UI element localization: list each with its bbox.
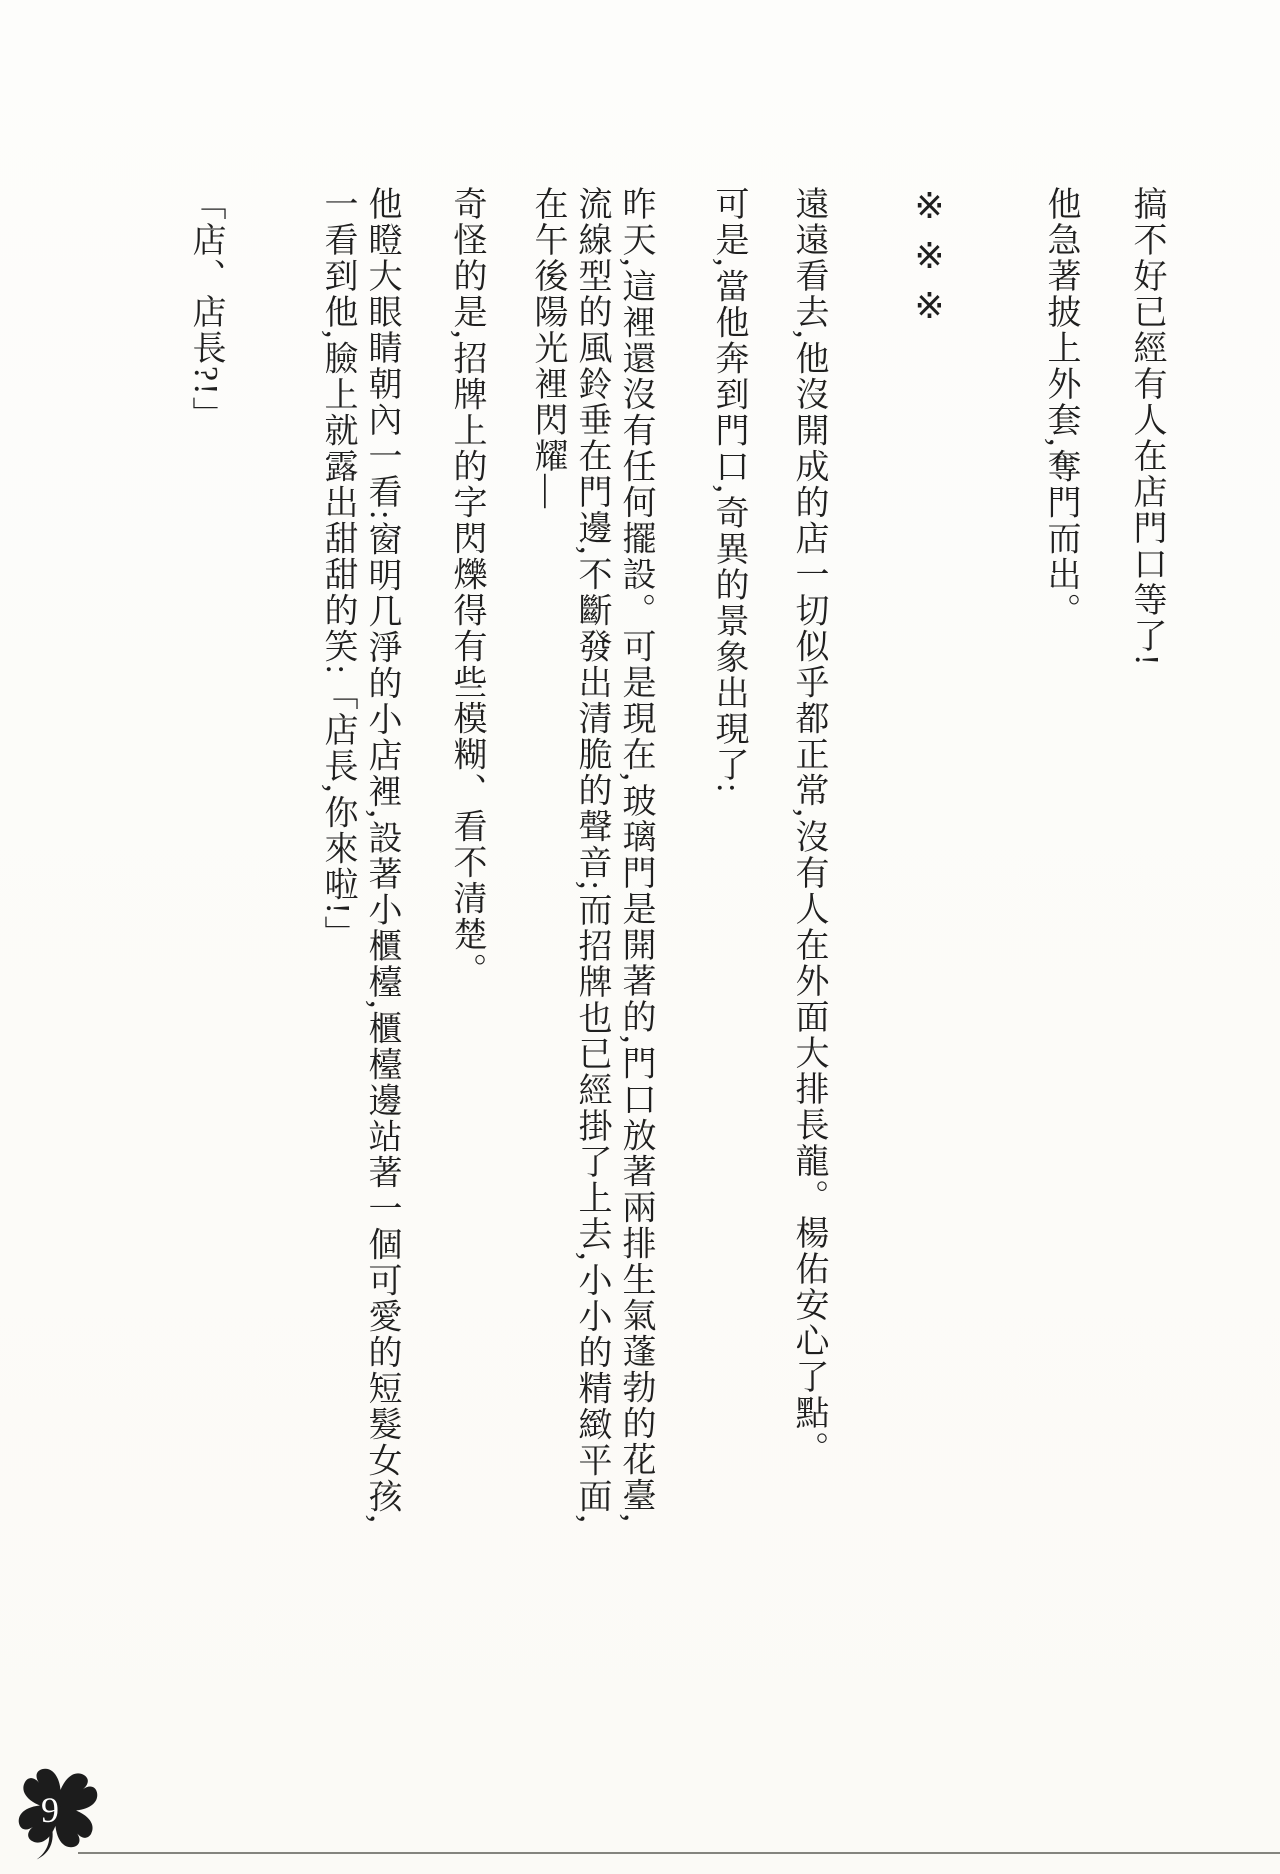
text-line: 一看到他,臉上就露出甜甜的笑:「店長,你來啦!」 xyxy=(319,186,356,952)
section-divider xyxy=(908,186,952,1746)
text-line: 流線型的風鈴垂在門邊,不斷發出清脆的聲音;而招牌也已經掛了上去,小小的精緻平面, xyxy=(573,186,610,1525)
page-number: 9 xyxy=(41,1790,59,1830)
text-line: 在午後陽光裡閃耀— xyxy=(529,186,566,510)
para-8 xyxy=(183,186,227,1746)
text-line: 「店、店長?!」 xyxy=(187,186,224,433)
para-1 xyxy=(1124,186,1168,1746)
page-number-ornament xyxy=(14,1762,106,1866)
para-5 xyxy=(525,186,657,1746)
para-6 xyxy=(444,186,488,1746)
text-line: 昨天,這裡還沒有任何擺設。可是現在,玻璃門是開著的,門口放著兩排生氣蓬勃的花臺, xyxy=(617,186,654,1524)
footer-divider-line xyxy=(78,1852,1280,1854)
text-line: 搞不好已經有人在店門口等了! xyxy=(1128,186,1165,668)
text-line: 遠遠看去,他沒開成的店一切似乎都正常,沒有人在外面大排長龍。楊佑安心了點。 xyxy=(790,186,827,1467)
para-4 xyxy=(706,186,750,1746)
text-line: 可是,當他奔到門口,奇異的景象出現了: xyxy=(710,186,747,795)
para-7 xyxy=(315,186,403,1746)
para-3 xyxy=(786,186,830,1746)
text-line: 他瞪大眼睛朝內一看:窗明几淨的小店裡,設著小櫃檯,櫃檯邊站著一個可愛的短髮女孩, xyxy=(363,186,400,1525)
text-line: 他急著披上外套,奪門而出。 xyxy=(1042,186,1079,629)
text-line: 奇怪的是,招牌上的字閃爍得有些模糊、看不清楚。 xyxy=(448,186,485,989)
clover-icon xyxy=(14,1762,106,1866)
text-line: ※※※ xyxy=(910,186,950,336)
para-2 xyxy=(1038,186,1082,1746)
text-columns xyxy=(183,186,1168,1746)
